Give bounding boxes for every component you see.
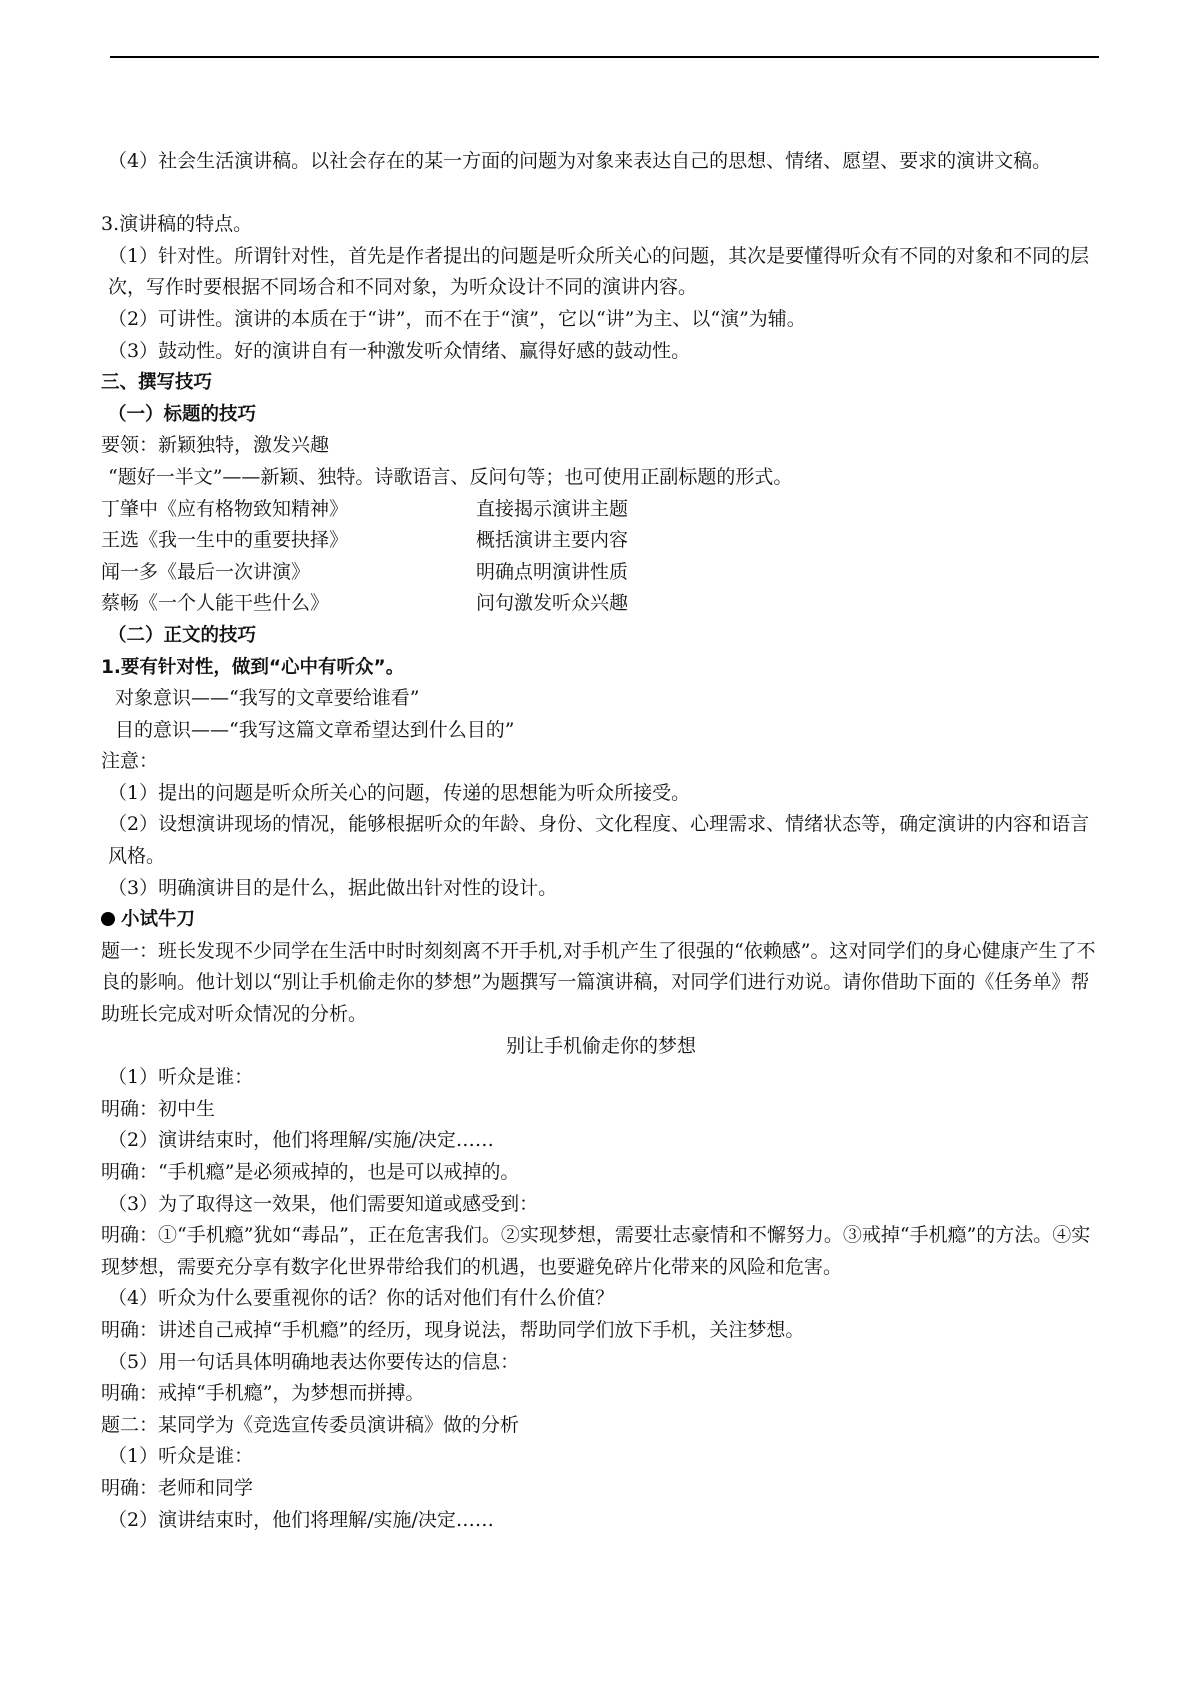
paragraph-audience-awareness: 对象意识——“我写的文章要给谁看”: [115, 687, 420, 710]
question-audience-2: （1）听众是谁：: [108, 1445, 254, 1468]
example-note: 直接揭示演讲主题: [476, 497, 629, 520]
example-note: 概括演讲主要内容: [476, 529, 629, 552]
paragraph-note-3: （3）明确演讲目的是什么，据此做出针对性的设计。: [108, 876, 558, 899]
paragraph-feature-1: （1）针对性。所谓针对性，首先是作者提出的问题是听众所关心的问题，其次是要懂得听众有不同的对象和不同的层次，写作时要根据不同场合和不同对象，为听众设计不同的演讲内容。: [108, 244, 1090, 299]
heading-features: 3.演讲稿的特点。: [101, 213, 253, 236]
section-heading-writing-skills: 三、撰写技巧: [101, 372, 213, 394]
example-title: 闻一多《最后一次讲演》: [101, 560, 311, 583]
question-value: （4）听众为什么要重视你的话？你的话对他们有什么价值？: [108, 1287, 615, 1310]
answer-value: 明确：讲述自己戒掉“手机瘾”的经历，现身说法，帮助同学们放下手机，关注梦想。: [101, 1318, 805, 1341]
answer-audience: 明确：初中生: [101, 1097, 216, 1120]
paragraph-feature-2: （2）可讲性。演讲的本质在于“讲”，而不在于“演”，它以“讲”为主、以“演”为辅。: [108, 307, 806, 330]
paragraph-title-quote: “题好一半文”——新颖、独特。诗歌语言、反问句等；也可使用正副标题的形式。: [108, 465, 793, 488]
title-example-row: [101, 525, 1101, 557]
answer-outcome: 明确：“手机瘾”是必须戒掉的，也是可以戒掉的。: [101, 1161, 520, 1184]
document-body: [101, 146, 1101, 1536]
paragraph-feature-3: （3）鼓动性。好的演讲自有一种激发听众情绪、赢得好感的鼓动性。: [108, 339, 691, 362]
title-example-row: [101, 588, 1101, 620]
title-example-row: [101, 557, 1101, 589]
label-note: 注意：: [101, 750, 159, 773]
header-rule: [110, 56, 1099, 58]
question-outcome-2: （2）演讲结束时，他们将理解/实施/决定……: [108, 1508, 494, 1531]
title-example-row: [101, 494, 1101, 526]
answer-message: 明确：戒掉“手机瘾”，为梦想而拼搏。: [101, 1382, 425, 1405]
bullet-icon: [101, 912, 115, 926]
answer-audience-2: 明确：老师和同学: [101, 1476, 254, 1499]
question-needs: （3）为了取得这一效果，他们需要知道或感受到：: [108, 1192, 539, 1215]
example-note: 问句激发听众兴趣: [476, 592, 629, 615]
point-targeted: 1.要有针对性，做到“心中有听众”。: [101, 656, 405, 678]
question-audience: （1）听众是谁：: [108, 1066, 254, 1089]
question-outcome: （2）演讲结束时，他们将理解/实施/决定……: [108, 1129, 494, 1152]
heading-practice: [101, 904, 1101, 936]
subheading-body-skills: （二）正文的技巧: [108, 624, 257, 646]
paragraph-note-2: （2）设想演讲现场的情况，能够根据听众的年龄、身份、文化程度、心理需求、情绪状态等，确定演讲的内容和语言风格。: [108, 813, 1090, 868]
answer-needs: 明确：①“手机瘾”犹如“毒品”，正在危害我们。②实现梦想，需要壮志豪情和不懈努力。③戒掉“手机瘾”的方法。④实现梦想，需要充分享有数字化世界带给我们的机遇，也要避免碎片化带来的风险和危害。: [101, 1224, 1091, 1278]
question-message: （5）用一句话具体明确地表达你要传达的信息：: [108, 1350, 520, 1373]
task-sheet-title: 别让手机偷走你的梦想: [505, 1034, 696, 1057]
example-title: 蔡畅《一个人能干些什么》: [101, 592, 330, 615]
example-title: 丁肇中《应有格物致知精神》: [101, 497, 349, 520]
heading-practice-label: 小试牛刀: [121, 909, 196, 931]
subheading-title-skills: （一）标题的技巧: [108, 403, 257, 425]
paragraph-key-points: 要领：新颖独特，激发兴趣: [101, 434, 330, 457]
example-title: 王选《我一生中的重要抉择》: [101, 529, 349, 552]
paragraph-question-1: 题一：班长发现不少同学在生活中时时刻刻离不开手机,对手机产生了很强的“依赖感”。这对同学们的身心健康产生了不良的影响。他计划以“别让手机偷走你的梦想”为题撰写一篇演讲稿，对同学们进行劝说。请你借助下面的《任务单》帮助班长完成对听众情况的分析。: [101, 939, 1096, 1026]
example-note: 明确点明演讲性质: [476, 560, 629, 583]
paragraph-speech-type-4: （4）社会生活演讲稿。以社会存在的某一方面的问题为对象来表达自己的思想、情绪、愿望、要求的演讲文稿。: [108, 150, 1052, 172]
paragraph-question-2: 题二：某同学为《竞选宣传委员演讲稿》做的分析: [101, 1413, 520, 1436]
paragraph-purpose-awareness: 目的意识——“我写这篇文章希望达到什么目的”: [115, 718, 515, 741]
paragraph-note-1: （1）提出的问题是听众所关心的问题，传递的思想能为听众所接受。: [108, 781, 691, 804]
